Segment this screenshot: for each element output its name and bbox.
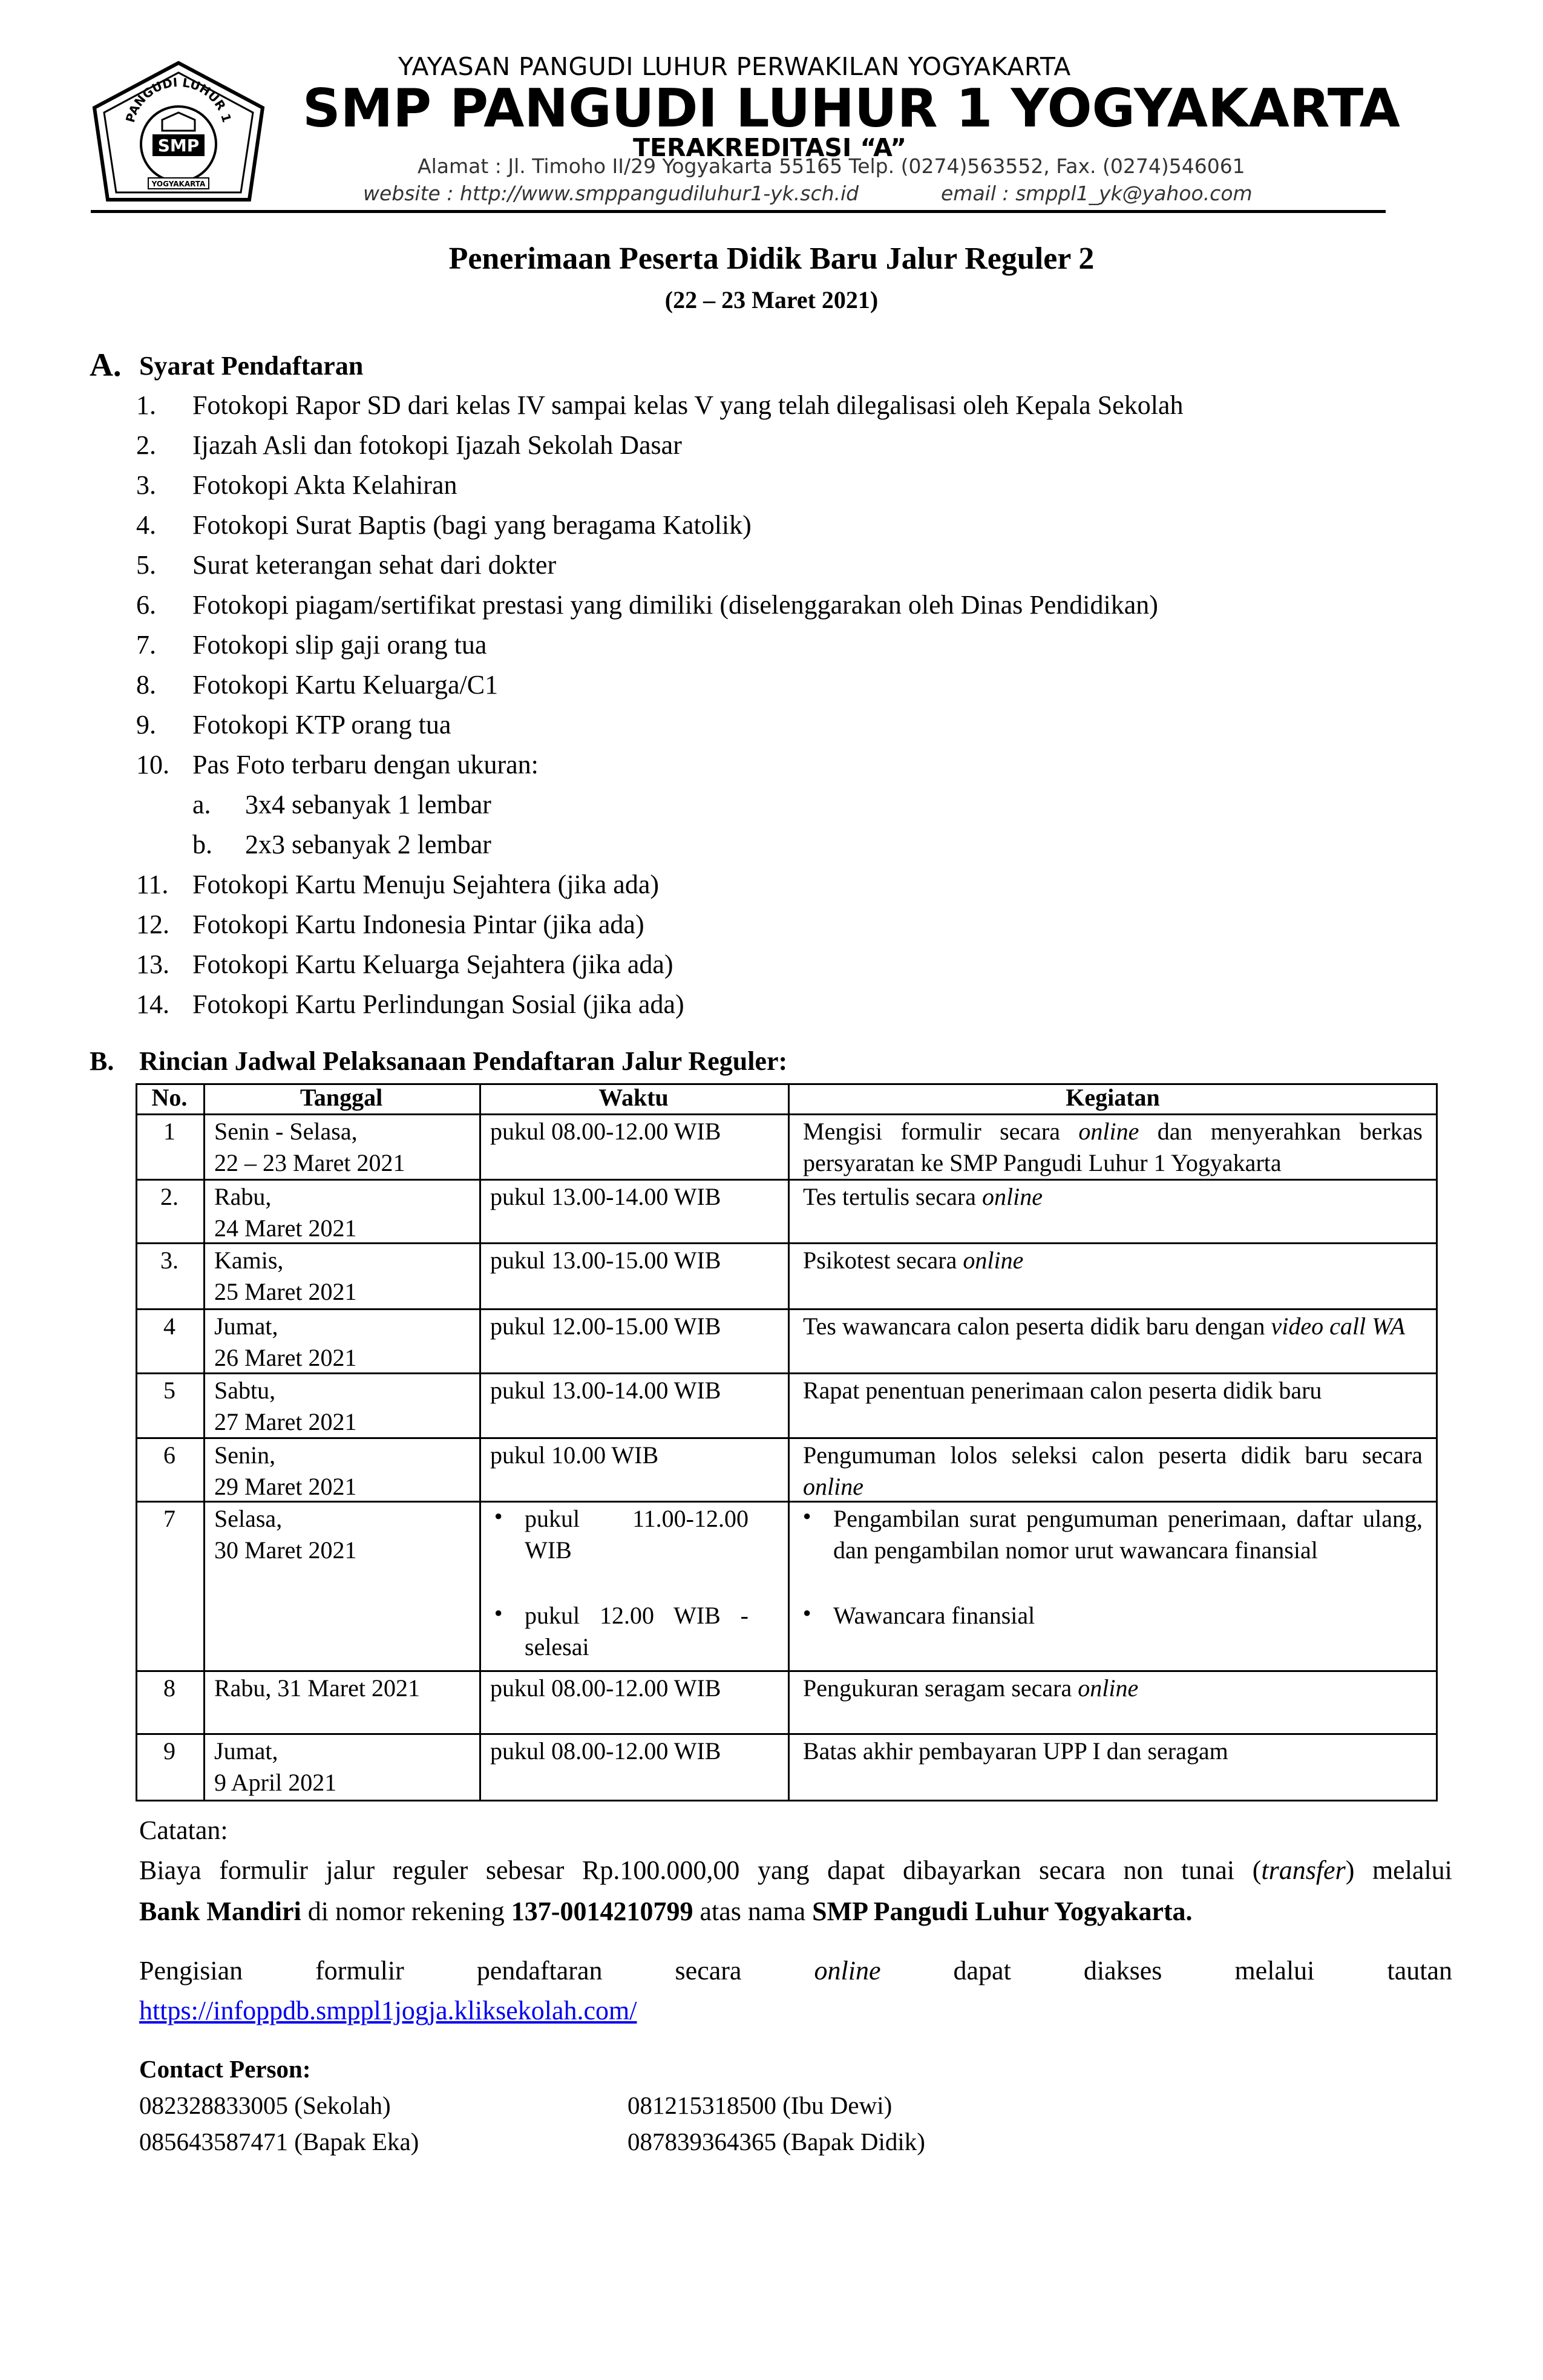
table-rule <box>136 1308 1438 1310</box>
requirement-number: 13. <box>136 949 169 979</box>
date-line: 24 Maret 2021 <box>214 1215 357 1242</box>
fee-line-2 <box>139 1896 1193 1927</box>
fee-mid2: atas nama <box>693 1896 813 1926</box>
requirement-item: Fotokopi Akta Kelahiran <box>192 470 457 500</box>
date-line: Senin, <box>214 1441 276 1469</box>
row-time: pukul 08.00-12.00 WIB <box>490 1737 721 1765</box>
header-kegiatan: Kegiatan <box>1066 1084 1160 1111</box>
requirement-item: Fotokopi piagam/sertifikat prestasi yang dimiliki (diselenggarakan oleh Dinas Pendidikan) <box>192 590 1158 620</box>
requirement-number: 1. <box>136 390 156 420</box>
address: Alamat : Jl. Timoho II/29 Yogyakarta 55165 Telp. (0274)563552, Fax. (0274)546061 <box>418 154 1245 178</box>
row-date <box>214 1245 357 1308</box>
row-date <box>214 1503 357 1566</box>
row-time: pukul 08.00-12.00 WIB <box>490 1118 721 1145</box>
requirement-item: Fotokopi slip gaji orang tua <box>192 630 487 660</box>
date-line: Sabtu, <box>214 1377 276 1404</box>
section-a-title: Syarat Pendaftaran <box>139 351 364 381</box>
requirement-number: 5. <box>136 550 156 580</box>
document-title: Penerimaan Peserta Didik Baru Jalur Reguler 2 <box>448 241 1095 276</box>
school-emblem-icon <box>91 59 266 205</box>
date-line: 29 Maret 2021 <box>214 1473 357 1500</box>
row-time: pukul 13.00-15.00 WIB <box>490 1247 721 1274</box>
requirement-item: Fotokopi Kartu Menuju Sejahtera (jika ada) <box>192 870 660 899</box>
fee-word: Biaya <box>139 1855 201 1885</box>
row-time: pukul 10.00 WIB <box>490 1441 659 1469</box>
row-time: pukul 08.00-12.00 WIB <box>490 1674 721 1702</box>
row-number: 6 <box>163 1441 175 1469</box>
link-word: secara <box>675 1956 742 1985</box>
table-rule <box>136 1800 1438 1801</box>
row-number: 2. <box>160 1183 179 1210</box>
activity-emphasis: online <box>963 1247 1024 1274</box>
row-activity <box>803 1116 1423 1179</box>
contact-item: 085643587471 (Bapak Eka) <box>139 2128 419 2155</box>
activity-text: dan menyerahkan berkas persyaratan ke SMP Pangudi Luhur 1 Yogyakarta <box>803 1118 1423 1176</box>
fee-mid: di nomor rekening <box>301 1896 511 1926</box>
row-number: 8 <box>163 1674 175 1702</box>
requirement-item: Fotokopi KTP orang tua <box>192 710 451 739</box>
requirement-number: 10. <box>136 750 169 779</box>
transfer-word: transfer <box>1261 1855 1346 1885</box>
bullet-icon: ● <box>803 1508 811 1523</box>
activity-text: Pengukuran seragam secara <box>803 1674 1078 1702</box>
bullet-icon: ● <box>494 1508 503 1523</box>
accreditation: TERAKREDITASI “A” <box>633 133 907 162</box>
contact-item: 087839364365 (Bapak Didik) <box>627 2128 925 2155</box>
activity-text: Psikotest secara <box>803 1247 963 1274</box>
requirement-item: Fotokopi Rapor SD dari kelas IV sampai kelas V yang telah dilegalisasi oleh Kepala Sekolah <box>192 390 1184 420</box>
row-activity: Pengambilan surat pengumuman penerimaan, daftar ulang, dan pengambilan nomor urut wawancara finansial <box>833 1505 1423 1564</box>
table-rule <box>1436 1083 1438 1801</box>
fee-word: non <box>1123 1855 1164 1885</box>
website: website : http://www.smppangudiluhur1-yk.sch.id <box>363 182 859 205</box>
date-line: 26 Maret 2021 <box>214 1344 357 1371</box>
date-line: Senin - Selasa, <box>214 1118 358 1145</box>
section-b-title: Rincian Jadwal Pelaksanaan Pendaftaran Jalur Reguler: <box>139 1046 788 1076</box>
row-number: 1 <box>163 1118 175 1145</box>
account-number: 137-0014210799 <box>511 1896 693 1926</box>
fee-word: (transfer) <box>1252 1855 1355 1885</box>
date-line: Jumat, <box>214 1313 278 1340</box>
row-date <box>214 1736 336 1798</box>
date-line: 27 Maret 2021 <box>214 1408 357 1435</box>
note-label: Catatan: <box>139 1815 228 1845</box>
requirement-number: 9. <box>136 710 156 739</box>
date-line: Rabu, <box>214 1183 272 1210</box>
table-rule <box>136 1179 1438 1181</box>
row-date <box>214 1116 405 1179</box>
link-word: diakses <box>1083 1956 1162 1985</box>
photo-size-letter: b. <box>192 830 212 859</box>
date-line: 30 Maret 2021 <box>214 1536 357 1564</box>
row-time: pukul 11.00-12.00 WIB <box>525 1505 749 1564</box>
section-b-letter: B. <box>90 1046 114 1076</box>
activity-emphasis: online <box>981 1183 1043 1210</box>
fee-word: tunai <box>1181 1855 1235 1885</box>
row-activity <box>803 1245 1423 1276</box>
schedule-table <box>136 1083 1438 1800</box>
fee-word: jalur <box>326 1855 375 1885</box>
row-activity <box>803 1440 1423 1503</box>
row-number: 3. <box>160 1247 179 1274</box>
bank-name: Bank Mandiri <box>139 1896 301 1926</box>
row-date <box>214 1375 357 1438</box>
row-date <box>214 1181 357 1244</box>
contact-title: Contact Person: <box>139 2055 311 2083</box>
activity-emphasis: video call WA <box>1271 1313 1406 1340</box>
date-line: 25 Maret 2021 <box>214 1278 357 1305</box>
header-tanggal: Tanggal <box>300 1084 383 1111</box>
requirement-number: 12. <box>136 910 169 939</box>
bullet-icon: ● <box>803 1605 811 1620</box>
account-name: SMP Pangudi Luhur Yogyakarta. <box>812 1896 1193 1926</box>
logo-bottom-text: YOGYAKARTA <box>151 180 206 188</box>
requirement-number: 8. <box>136 670 156 700</box>
row-activity <box>803 1375 1423 1406</box>
row-activity <box>803 1311 1423 1342</box>
header-no: No. <box>151 1084 188 1111</box>
row-activity <box>803 1181 1423 1213</box>
requirement-item: Fotokopi Kartu Perlindungan Sosial (jika ada) <box>192 989 684 1019</box>
requirement-item: Fotokopi Surat Baptis (bagi yang beragama Katolik) <box>192 510 752 540</box>
photo-size-letter: a. <box>192 790 211 819</box>
email: email : smppl1_yk@yahoo.com <box>941 182 1253 205</box>
logo-center-text: SMP <box>157 136 200 156</box>
contact-item: 081215318500 (Ibu Dewi) <box>627 2091 893 2119</box>
activity-emphasis: online <box>1078 1674 1139 1702</box>
requirement-item: Surat keterangan sehat dari dokter <box>192 550 557 580</box>
bullet-icon: ● <box>494 1605 503 1620</box>
fee-word: yang <box>757 1855 810 1885</box>
link-word: tautan <box>1387 1956 1452 1985</box>
foundation-name: YAYASAN PANGUDI LUHUR PERWAKILAN YOGYAKARTA <box>398 52 1071 81</box>
link-word: Pengisian <box>139 1956 243 1985</box>
fee-word: formulir <box>219 1855 308 1885</box>
fee-word: secara <box>1039 1855 1106 1885</box>
fee-word: melalui <box>1372 1855 1452 1885</box>
table-rule <box>136 1733 1438 1735</box>
activity-text: Mengisi formulir secara <box>803 1118 1079 1145</box>
row-activity <box>803 1673 1423 1704</box>
requirement-item: Fotokopi Kartu Keluarga Sejahtera (jika ada) <box>192 949 673 979</box>
activity-emphasis: online <box>1078 1118 1139 1145</box>
requirement-item: Fotokopi Kartu Keluarga/C1 <box>192 670 499 700</box>
document-subtitle: (22 – 23 Maret 2021) <box>664 286 879 313</box>
link-word: online <box>814 1956 881 1985</box>
requirement-item: Ijazah Asli dan fotokopi Ijazah Sekolah Dasar <box>192 430 682 460</box>
link-word: formulir <box>315 1956 404 1985</box>
requirement-number: 11. <box>136 870 169 899</box>
row-time: pukul 12.00-15.00 WIB <box>490 1313 721 1340</box>
school-name: SMP PANGUDI LUHUR 1 YOGYAKARTA <box>303 77 1400 139</box>
link-word: dapat <box>953 1956 1011 1985</box>
row-activity <box>803 1736 1423 1767</box>
requirement-number: 14. <box>136 989 169 1019</box>
header-waktu: Waktu <box>598 1084 669 1111</box>
activity-text: Rapat penentuan penerimaan calon peserta didik baru <box>803 1377 1322 1404</box>
date-line: 9 April 2021 <box>214 1769 337 1796</box>
row-number: 5 <box>163 1377 175 1404</box>
date-line: Selasa, <box>214 1505 283 1532</box>
requirement-number: 2. <box>136 430 156 460</box>
section-a-letter: A. <box>90 347 122 383</box>
fee-word: Rp.100.000,00 <box>581 1855 740 1885</box>
link-word: melalui <box>1234 1956 1315 1985</box>
photo-size-item: 3x4 sebanyak 1 lembar <box>245 790 491 819</box>
fee-word: dapat <box>827 1855 885 1885</box>
row-time: pukul 12.00 WIB - selesai <box>525 1602 749 1660</box>
requirement-item: Fotokopi Kartu Indonesia Pintar (jika ada) <box>192 910 644 939</box>
activity-text: Tes wawancara calon peserta didik baru dengan <box>803 1313 1271 1340</box>
row-number: 9 <box>163 1737 175 1765</box>
link-line <box>139 1956 1452 1987</box>
requirement-number: 3. <box>136 470 156 500</box>
activity-text: Tes tertulis secara <box>803 1183 982 1210</box>
fee-word: sebesar <box>485 1855 565 1885</box>
date-line: Rabu, 31 Maret 2021 <box>214 1674 420 1702</box>
fee-word: reguler <box>392 1855 468 1885</box>
requirement-number: 7. <box>136 630 156 660</box>
row-number: 4 <box>163 1313 175 1340</box>
fee-line-1 <box>139 1855 1452 1886</box>
date-line: Kamis, <box>214 1247 284 1274</box>
row-date <box>214 1440 357 1503</box>
row-time: pukul 13.00-14.00 WIB <box>490 1183 721 1210</box>
table-rule <box>203 1083 205 1801</box>
logo-top-text: PANGUDI LUHUR 1 <box>122 74 235 125</box>
row-number: 7 <box>163 1505 175 1532</box>
activity-text: Batas akhir pembayaran UPP I dan seragam <box>803 1737 1228 1765</box>
table-rule <box>136 1113 1438 1115</box>
table-rule <box>788 1083 790 1801</box>
row-date <box>214 1673 420 1704</box>
contact-item: 082328833005 (Sekolah) <box>139 2091 391 2119</box>
row-activity: Wawancara finansial <box>833 1602 1035 1629</box>
row-date <box>214 1311 357 1374</box>
requirement-number: 4. <box>136 510 156 540</box>
photo-size-item: 2x3 sebanyak 2 lembar <box>245 830 491 859</box>
letterhead-divider <box>91 210 1386 213</box>
row-time: pukul 13.00-14.00 WIB <box>490 1377 721 1404</box>
table-rule <box>136 1670 1438 1672</box>
date-line: Jumat, <box>214 1737 278 1765</box>
registration-link[interactable]: https://infoppdb.smppl1jogja.kliksekolah.com/ <box>139 1996 637 2025</box>
fee-word: dibayarkan <box>902 1855 1021 1885</box>
requirement-number: 6. <box>136 590 156 620</box>
requirement-item: Pas Foto terbaru dengan ukuran: <box>192 750 539 779</box>
date-line: 22 – 23 Maret 2021 <box>214 1149 405 1176</box>
table-rule <box>479 1083 481 1801</box>
link-word: pendaftaran <box>476 1956 603 1985</box>
activity-emphasis: online <box>803 1473 863 1500</box>
activity-text: Pengumuman lolos seleksi calon peserta didik baru secara <box>803 1441 1423 1469</box>
